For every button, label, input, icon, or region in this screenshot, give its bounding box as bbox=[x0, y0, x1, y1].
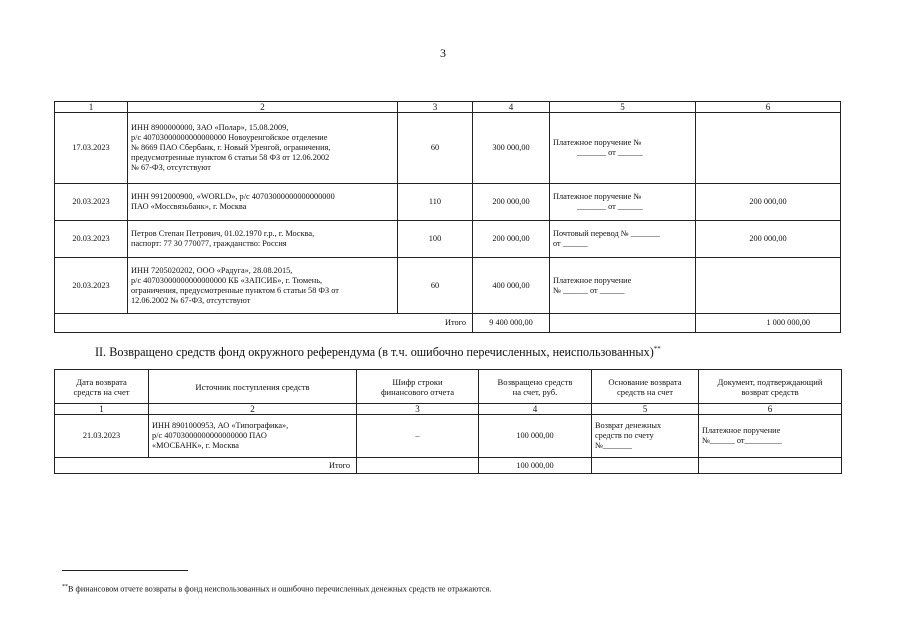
header-line: Шифр строки bbox=[392, 376, 443, 387]
empty-cell bbox=[550, 314, 696, 333]
column-number: 1 bbox=[55, 404, 149, 415]
source-line: ограничения, предусмотренные пунктом 6 статьи 58 ФЗ от bbox=[131, 285, 339, 295]
column-number-row bbox=[55, 404, 842, 415]
source-line: р/с 40703000000000000000 КБ «ЗАПСИБ», г. Тюмень, bbox=[131, 275, 323, 285]
footnote-text: В финансовом отчете возвраты в фонд неиспользованных и ошибочно перечисленных денежных средств не отражаются. bbox=[68, 584, 492, 594]
total-row bbox=[55, 458, 842, 474]
column-number: 5 bbox=[550, 102, 696, 113]
amount-cell: 100 000,00 bbox=[479, 415, 592, 458]
total-row bbox=[55, 314, 841, 333]
source-cell bbox=[128, 113, 398, 184]
date-cell: 21.03.2023 bbox=[55, 415, 149, 458]
total-label: Итого bbox=[55, 314, 473, 333]
column-number: 4 bbox=[479, 404, 592, 415]
code-cell: 100 bbox=[398, 221, 473, 258]
table-header-row bbox=[55, 102, 841, 113]
total-returned: 1 000 000,00 bbox=[696, 314, 841, 333]
document-line: № ______ от ______ bbox=[553, 285, 625, 295]
header-line: на счет, руб. bbox=[512, 386, 558, 397]
document-line: Платежное поручение № bbox=[553, 138, 642, 147]
column-number: 6 bbox=[699, 404, 842, 415]
footnote bbox=[62, 584, 491, 594]
basis-line: №_______ bbox=[595, 441, 632, 450]
empty-cell bbox=[592, 458, 699, 474]
header-cell bbox=[699, 370, 842, 404]
source-cell bbox=[128, 184, 398, 221]
source-line: № 8669 ПАО Сбербанк, г. Новый Уренгой, ограничения, bbox=[131, 143, 331, 152]
footnote-marker: ** bbox=[62, 584, 68, 590]
document-cell bbox=[550, 221, 696, 258]
source-line: № 67-ФЗ, отсутствуют bbox=[131, 163, 211, 172]
header-line: Документ, подтверждающий bbox=[717, 376, 823, 387]
code-cell: 60 bbox=[398, 258, 473, 314]
document-line: от ______ bbox=[553, 239, 588, 248]
column-number: 6 bbox=[696, 102, 841, 113]
section-title bbox=[95, 345, 661, 360]
source-line: предусмотренные пунктом 6 статьи 58 ФЗ от 12.06.2002 bbox=[131, 153, 330, 162]
code-cell: 110 bbox=[398, 184, 473, 221]
source-line: Петров Степан Петрович, 01.02.1970 г.р., г. Москва, bbox=[131, 229, 315, 238]
source-cell bbox=[128, 258, 398, 314]
returned-cell bbox=[696, 113, 841, 184]
refunds-table bbox=[54, 369, 842, 474]
header-cell bbox=[479, 370, 592, 404]
source-cell bbox=[149, 415, 357, 458]
amount-cell: 200 000,00 bbox=[473, 184, 550, 221]
table-row bbox=[55, 184, 841, 221]
returned-cell: 200 000,00 bbox=[696, 184, 841, 221]
document-line: №______ от_________ bbox=[702, 436, 782, 445]
footnote-divider bbox=[62, 570, 188, 571]
document-cell bbox=[550, 184, 696, 221]
date-cell: 17.03.2023 bbox=[55, 113, 128, 184]
document-cell bbox=[699, 415, 842, 458]
header-line: Источник поступления средств bbox=[195, 381, 310, 392]
amount-cell: 200 000,00 bbox=[473, 221, 550, 258]
source-cell bbox=[128, 221, 398, 258]
header-line: финансового отчета bbox=[380, 386, 455, 397]
column-number: 2 bbox=[128, 102, 398, 113]
source-line: ПАО «Моссвязьбанк», г. Москва bbox=[131, 202, 247, 211]
table-header-row bbox=[55, 370, 842, 404]
header-line: Основание возврата bbox=[608, 376, 682, 387]
document-line: Платежное поручение bbox=[553, 275, 632, 285]
header-cell bbox=[592, 370, 699, 404]
header-line: Возвращено средств bbox=[497, 376, 573, 387]
source-line: 12.06.2002 № 67-ФЗ, отсутствуют bbox=[131, 295, 251, 305]
table-row bbox=[55, 221, 841, 258]
empty-cell bbox=[357, 458, 479, 474]
total-label: Итого bbox=[55, 458, 357, 474]
source-line: паспорт: 77 30 770077, гражданство: Россия bbox=[131, 239, 287, 248]
column-number: 4 bbox=[473, 102, 550, 113]
date-cell: 20.03.2023 bbox=[55, 221, 128, 258]
document-line: _______ от ______ bbox=[577, 148, 643, 157]
header-line: Дата возврата bbox=[76, 376, 127, 387]
source-line: ИНН 9912000900, «WORLD», р/с 40703000000000000000 bbox=[131, 192, 335, 201]
receipts-table bbox=[54, 101, 841, 333]
document-line: Платежное поручение bbox=[702, 426, 781, 435]
returned-cell: 200 000,00 bbox=[696, 221, 841, 258]
header-line: возврат средств bbox=[741, 386, 799, 397]
source-line: р/с 40703000000000000000 Новоуренгойское отделение bbox=[131, 133, 328, 142]
column-number: 3 bbox=[357, 404, 479, 415]
document-line: _______ от ______ bbox=[577, 202, 643, 211]
date-cell: 20.03.2023 bbox=[55, 258, 128, 314]
section-title-text: II. Возвращено средств фонд окружного референдума (в т.ч. ошибочно перечисленных, неиспользованных) bbox=[95, 345, 654, 360]
amount-cell: 300 000,00 bbox=[473, 113, 550, 184]
basis-cell bbox=[592, 415, 699, 458]
footnote-marker: ** bbox=[653, 345, 661, 353]
document-line: Платежное поручение № bbox=[553, 192, 642, 201]
header-cell bbox=[357, 370, 479, 404]
column-number: 2 bbox=[149, 404, 357, 415]
table-row bbox=[55, 415, 842, 458]
total-amount: 100 000,00 bbox=[479, 458, 592, 474]
date-cell: 20.03.2023 bbox=[55, 184, 128, 221]
code-cell: 60 bbox=[398, 113, 473, 184]
header-line: средств на счет bbox=[616, 386, 674, 397]
column-number: 5 bbox=[592, 404, 699, 415]
basis-line: средств по счету bbox=[595, 431, 654, 440]
document-line: Почтовый перевод № _______ bbox=[553, 229, 660, 238]
header-cell bbox=[149, 370, 357, 404]
source-line: ИНН 8900000000, ЗАО «Полар», 15.08.2009, bbox=[131, 123, 289, 132]
source-line: ИНН 8901000953, АО «Типографика», bbox=[152, 421, 289, 430]
empty-cell bbox=[699, 458, 842, 474]
amount-cell: 400 000,00 bbox=[473, 258, 550, 314]
basis-line: Возврат денежных bbox=[595, 421, 662, 430]
total-amount: 9 400 000,00 bbox=[473, 314, 550, 333]
returned-cell bbox=[696, 258, 841, 314]
table-row bbox=[55, 258, 841, 314]
column-number: 1 bbox=[55, 102, 128, 113]
source-line: «МОСБАНК», г. Москва bbox=[152, 441, 239, 450]
document-cell bbox=[550, 258, 696, 314]
header-cell bbox=[55, 370, 149, 404]
code-cell: – bbox=[357, 415, 479, 458]
header-line: средств на счет bbox=[73, 386, 130, 397]
page-number: 3 bbox=[440, 46, 446, 60]
source-line: ИНН 7205020202, ООО «Радуга», 28.08.2015, bbox=[131, 265, 293, 275]
source-line: р/с 40703000000000000000 ПАО bbox=[152, 431, 267, 440]
document-cell bbox=[550, 113, 696, 184]
table-row bbox=[55, 113, 841, 184]
column-number: 3 bbox=[398, 102, 473, 113]
